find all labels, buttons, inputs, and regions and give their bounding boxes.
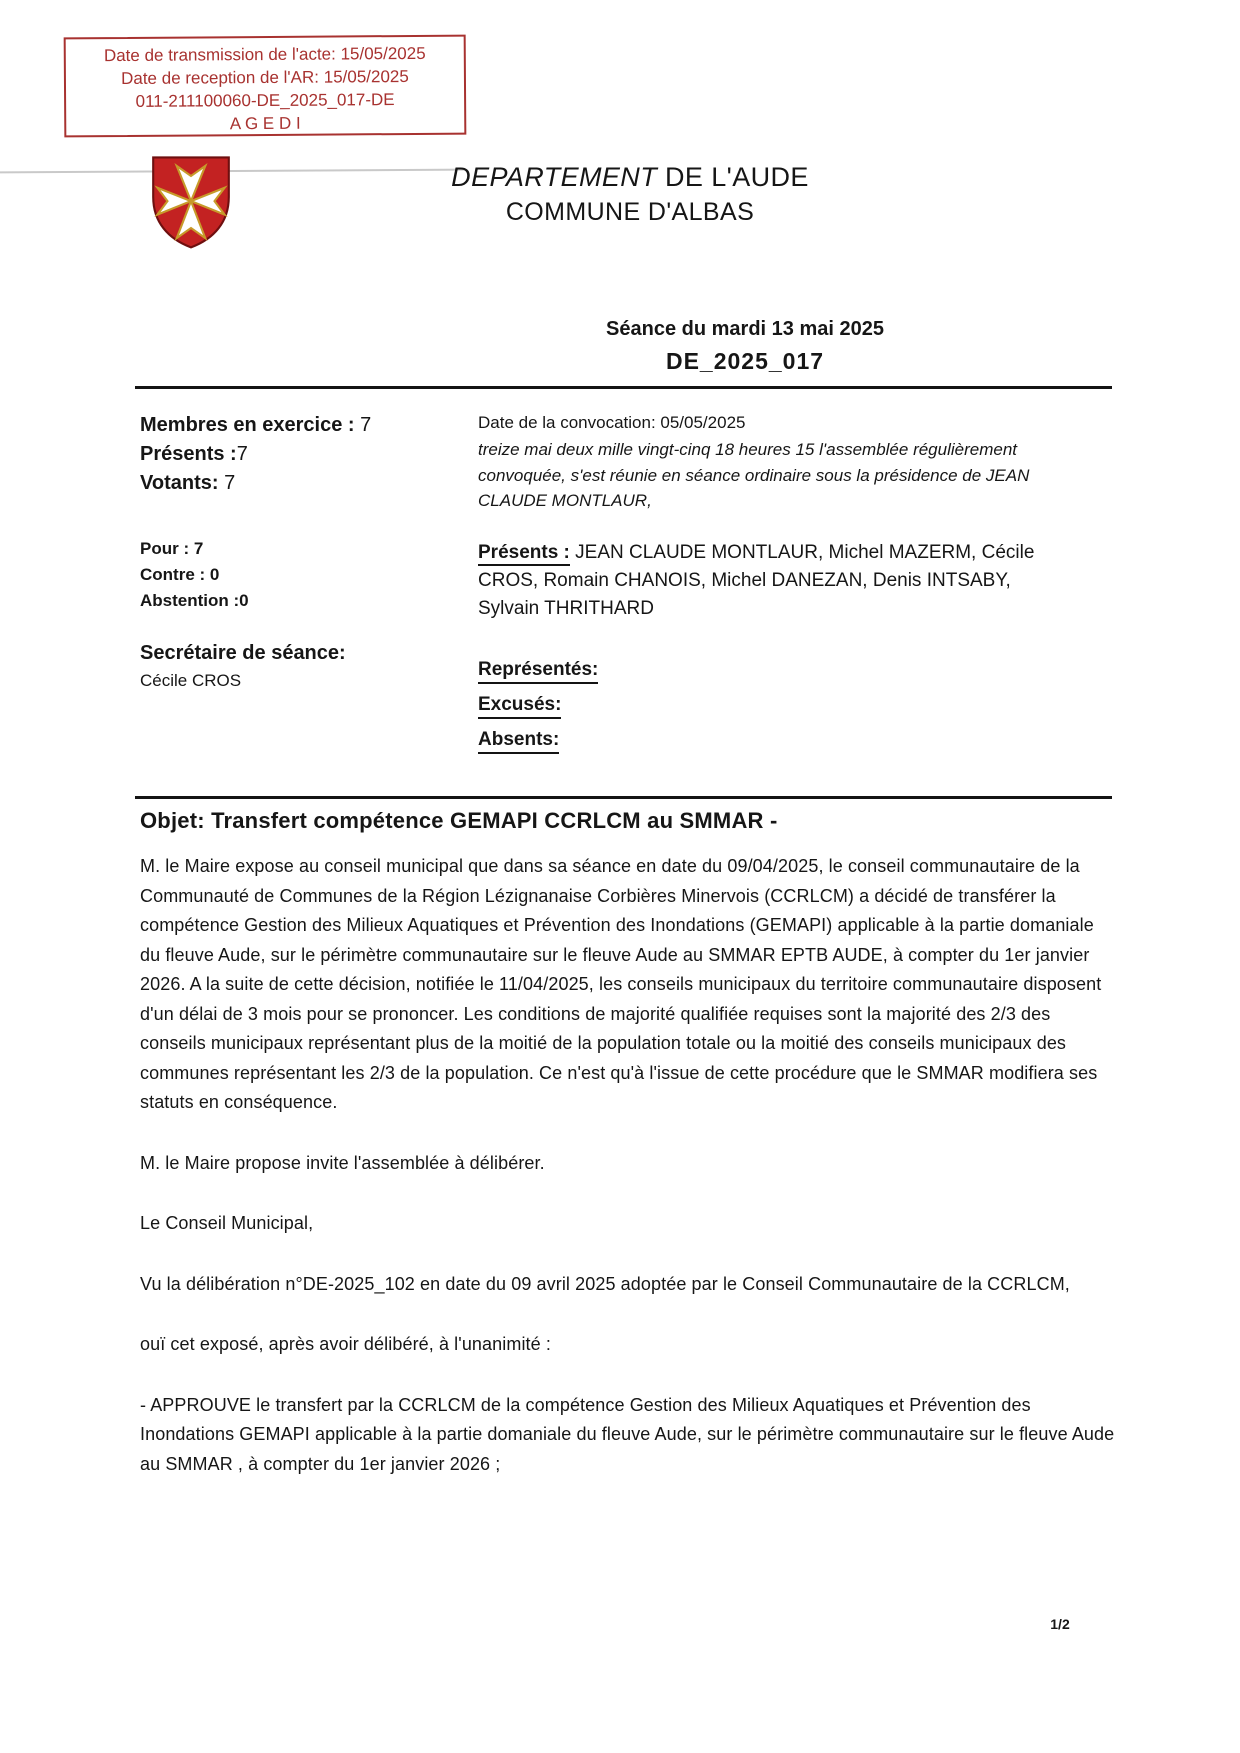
abstention-row [140,588,475,614]
voters-count-row [140,469,475,498]
spacer [140,498,475,536]
present-count-row [140,440,475,469]
represented-label: Représentés: [478,659,598,684]
votes-against-row [140,562,475,588]
deliberation-body [140,852,1115,1510]
secretary-name: Cécile CROS [140,671,242,690]
body-paragraph-vu: Vu la délibération n°DE-2025_102 en date du 09 avril 2025 adoptée par le Conseil Communautaire de la CCRLCM, [140,1273,1070,1294]
body-paragraph-conseil: Le Conseil Municipal, [140,1213,314,1233]
stamp-agedi-label: A G E D I [229,113,301,134]
members-count-row [140,411,475,440]
body-paragraph-propose: M. le Maire propose invite l'assemblée à délibérer. [140,1152,545,1173]
stamp-transmission-date: Date de transmission de l'acte: 15/05/2025 [103,43,426,66]
present-count-value: 7 [236,443,248,465]
votes-for-row [140,536,475,562]
subject-heading: Objet: Transfert compétence GEMAPI CCRLCM au SMMAR - [140,808,778,833]
commune-title: COMMUNE D'ALBAS [505,198,755,226]
stamp-reception-date: Date de reception de l'AR: 15/05/2025 [121,66,409,89]
convocation-date: Date de la convocation: 05/05/2025 [478,413,746,432]
horizontal-divider-top [135,386,1112,389]
members-count-value: 7 [360,414,372,436]
page-number: 1/2 [1050,1616,1070,1632]
stamp-act-reference: 011-211100060-DE_2025_017-DE [135,90,395,111]
convocation-notice: treize mai deux mille vingt-cinq 18 heures 15 l'assemblée régulièrement convoquée, s'est réunie en séance ordinaire sous la présidence de JEAN CLAUDE MONTLAUR, [478,440,1030,510]
department-title-rest: DE L'AUDE [657,162,809,192]
present-count-label: Présents : [140,443,237,465]
abstention-value: 0 [239,591,249,610]
deliberation-reference: DE_2025_017 [665,348,825,374]
session-block [470,318,1020,375]
excused-label: Excusés: [478,694,561,719]
votes-for-value: 7 [193,539,204,558]
body-paragraph-expose: M. le Maire expose au conseil municipal que dans sa séance en date du 09/04/2025, le conseil communautaire de la Communauté de Communes de la Région Lézignanaise Corbières Minervois (CCRLCM) a décidé de transférer la compétence Gestion des Milieux Aquatiques et Prévention des Inondations (GEMAPI) applicable à la partie domaniale du fleuve Aude, sur le périmètre communautaire sur le fleuve Aude au SMMAR EPTB AUDE, à compter du 1er janvier 2026. A la suite de cette décision, notifiée le 11/04/2025, les conseils municipaux du territoire communautaire disposent d'un délai de 3 mois pour se prononcer. Les conditions de majorité qualifiée requises sont la majorité des 2/3 des conseils municipaux représentant plus de la moitié de la population totale ou la moitié des conseils municipaux des communes représentant les 2/3 de la population. Ce n'est qu'à l'issue de cette procédure que le SMMAR modifiera ses statuts en conséquence. [140,856,1102,1112]
body-paragraph-oui: ouï cet exposé, après avoir délibéré, à l'unanimité : [140,1334,551,1354]
present-members-names: JEAN CLAUDE MONTLAUR, Michel MAZERM, Cécile CROS, Romain CHANOIS, Michel DANEZAN, Denis INTSABY, Sylvain THRITHARD [478,541,1035,619]
present-members-label: Présents : [478,542,570,566]
session-date-title: Séance du mardi 13 mai 2025 [606,318,884,340]
transmission-stamp [64,35,467,138]
abstention-label: Abstention : [140,591,240,610]
department-title [330,162,930,193]
absent-row [478,729,1048,754]
votes-against-value: 0 [209,565,220,584]
present-members-list [478,539,1048,623]
members-count-label: Membres en exercice : [140,414,361,436]
votes-for-label: Pour : [140,539,194,558]
absent-label: Absents: [478,729,559,754]
voters-count-value: 7 [224,472,236,494]
voters-count-label: Votants: [140,472,225,494]
votes-against-label: Contre : [140,565,210,584]
vote-summary-column [140,411,475,694]
secretary-label: Secrétaire de séance: [140,642,346,664]
body-paragraph-approuve: - APPROUVE le transfert par la CCRLCM de la compétence Gestion des Milieux Aquatiques et Prévention des Inondations GEMAPI applicable à la partie domaniale du fleuve Aude, sur le périmètre communautaire sur le fleuve Aude au SMMAR , à compter du 1er janvier 2026 ; [140,1394,1115,1474]
commune-coat-of-arms-icon [149,154,233,250]
excused-row [478,694,1048,719]
represented-row [478,659,1048,684]
horizontal-divider-subject [135,796,1112,799]
attendance-column [478,410,1048,754]
department-title-italic: DEPARTEMENT [451,162,658,192]
